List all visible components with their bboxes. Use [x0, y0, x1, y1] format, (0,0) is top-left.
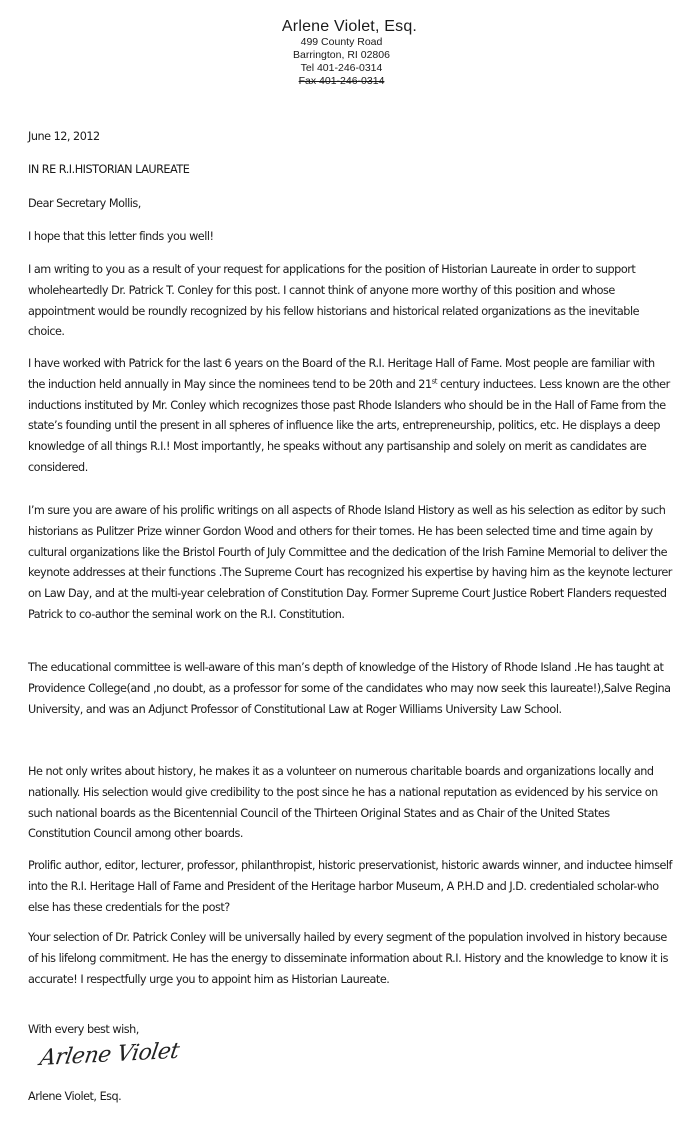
paragraph-volunteer: He not only writes about history, he makes it as a volunteer on numerous charitable boards and organizations locally and nationally. His selection would give credibility to the post since he has a national reputation as evidenced by his service on such national boards as the Bicentennial Council of the Thirteen Original States and as Chair of the United States Constitution Council among other boards.	[28, 765, 658, 841]
letterhead-address-line1: 499 County Road	[300, 36, 383, 48]
letterhead-address-line2: Barrington, RI 02806	[293, 49, 390, 61]
handwritten-signature: Arlene Violet	[38, 1038, 181, 1072]
letter-date: June 12, 2012	[28, 130, 100, 143]
paragraph-hall-of-fame	[28, 354, 673, 479]
paragraph-hall-of-fame-part2: century inductees. Less known are the other inductions instituted by Mr. Conley which recognizes those past Rhode Islanders who should be in the Hall of Fame from the state’s founding until the present in all spheres of influence like the arts, entrepreneurship, politics, etc. He displays a deep knowledge of all things R.I.! Most importantly, he speaks without any partisanship and solely on merit as candidates are considered.	[28, 377, 670, 474]
ordinal-superscript: st	[431, 377, 438, 386]
paragraph-hall-of-fame-part1: I have worked with Patrick for the last 6 years on the Board of the R.I. Heritage Hall of Fame. Most people are familiar with the induction held annually in May since the nominees tend to be 20th and 21	[28, 357, 655, 391]
letterhead-name: Arlene Violet, Esq.	[281, 18, 418, 35]
letterhead	[0, 18, 683, 88]
paragraph-education: The educational committee is well-aware of this man’s depth of knowledge of the History of Rhode Island .He has taught at Providence College(and ,no doubt, as a professor for some of the candidates who may now seek this laureate!),Salve Regina University, and was an Adjunct Professor of Constitutional Law at Roger Williams University Law School.	[28, 661, 671, 716]
letterhead-tel: Tel 401-246-0314	[300, 62, 383, 74]
paragraph-greeting: I hope that this letter finds you well!	[28, 230, 214, 243]
letter-subject: IN RE R.I.HISTORIAN LAUREATE	[28, 163, 190, 176]
letter-salutation: Dear Secretary Mollis,	[28, 197, 141, 210]
letter-closing: With every best wish,	[28, 1023, 139, 1036]
paragraph-recommendation: Your selection of Dr. Patrick Conley will be universally hailed by every segment of the population involved in history because of his lifelong commitment. He has the energy to disseminate information about R.I. History and the knowledge to know it is accurate! I respectfully urge you to appoint him as Historian Laureate.	[28, 931, 668, 986]
paragraph-intro: I am writing to you as a result of your request for applications for the position of Historian Laureate in order to support wholeheartedly Dr. Patrick T. Conley for this post. I cannot think of anyone more worthy of this position and whose appointment would be roundly recognized by his fellow historians and historical related organizations as the inevitable choice.	[28, 263, 639, 339]
paragraph-credentials: Prolific author, editor, lecturer, professor, philanthropist, historic preservationist, historic awards winner, and inductee himself into the R.I. Heritage Hall of Fame and President of the Heritage harbor Museum, A P.H.D and J.D. credentialed scholar-who else has these credentials for the post?	[28, 859, 672, 914]
letterhead-fax: Fax 401-246-0314	[298, 75, 385, 87]
signer-name: Arlene Violet, Esq.	[28, 1090, 122, 1103]
paragraph-writings: I’m sure you are aware of his prolific writings on all aspects of Rhode Island History as well as his selection as editor by such historians as Pulitzer Prize winner Gordon Wood and others for their tomes. He has been selected time and time again by cultural organizations like the Bristol Fourth of July Committee and the dedication of the Irish Famine Memorial to deliver the keynote addresses at their functions .The Supreme Court has recognized his expertise by having him as the keynote lecturer on Law Day, and at the multi-year celebration of Constitution Day. Former Supreme Court Justice Robert Flanders requested Patrick to co-author the seminal work on the R.I. Constitution.	[28, 504, 672, 621]
